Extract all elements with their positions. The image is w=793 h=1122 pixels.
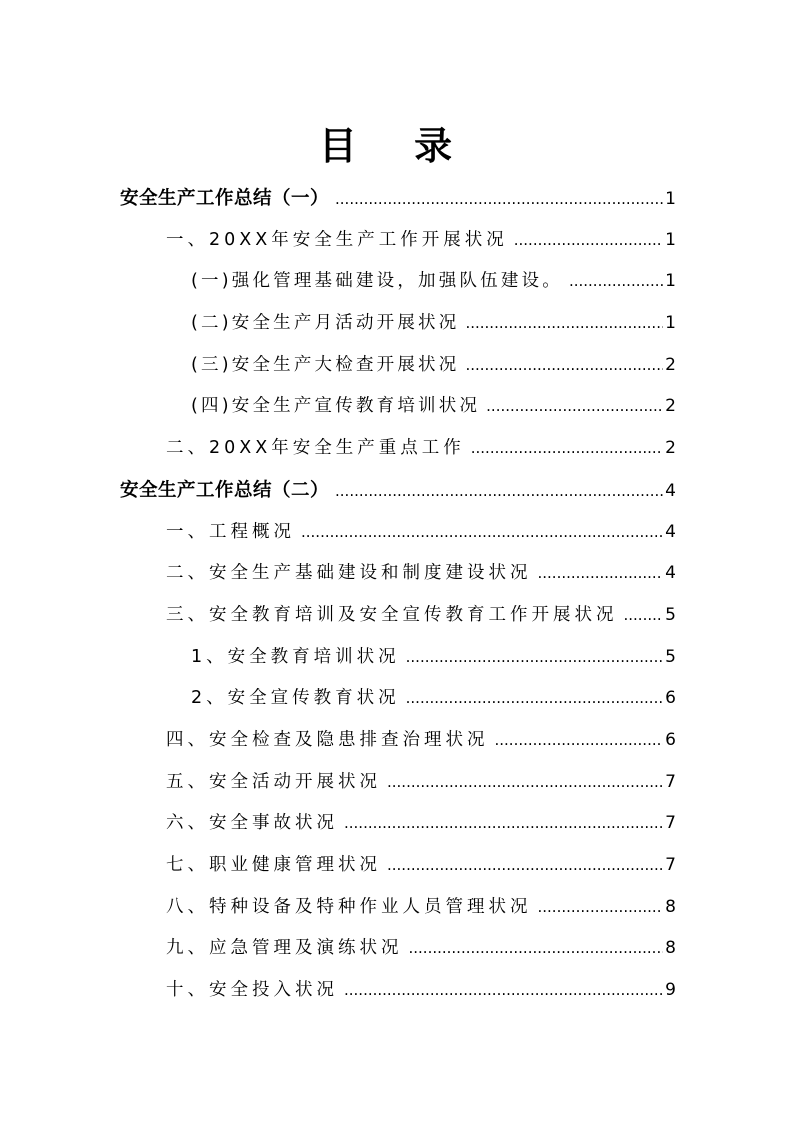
toc-entry[interactable] <box>120 470 676 512</box>
toc-entry-label: 八、特种设备及特种作业人员管理状况 <box>166 896 532 917</box>
toc-entry[interactable] <box>120 803 676 845</box>
toc-entry-label: (三)安全生产大检查开展状况 <box>191 354 460 375</box>
toc-entry-label: 四、安全检查及隐患排查治理状况 <box>166 729 489 750</box>
toc-page-number: 5 <box>665 646 676 667</box>
toc-page-number: 1 <box>665 271 676 292</box>
toc-entry-label: (一)强化管理基础建设，加强队伍建设。 <box>191 271 563 292</box>
toc-leader <box>406 637 664 679</box>
toc-page-number: 7 <box>665 855 676 875</box>
toc-entry[interactable] <box>120 970 676 1012</box>
toc-leader <box>624 595 664 637</box>
toc-page-number: 6 <box>665 729 676 750</box>
toc-leader <box>538 553 664 595</box>
toc-leader <box>471 428 663 470</box>
toc-entry-label: 安全生产工作总结（一） <box>120 188 330 209</box>
toc-leader <box>301 512 663 554</box>
toc-leader <box>538 887 664 929</box>
toc-leader <box>514 220 663 262</box>
toc-entry-label: 2、安全宣传教育状况 <box>191 688 400 709</box>
toc-entry[interactable] <box>120 595 676 637</box>
toc-entry[interactable] <box>120 720 676 762</box>
toc-entry-label: 五、安全活动开展状况 <box>166 771 381 792</box>
toc-leader <box>495 720 664 762</box>
toc-leader <box>387 845 663 887</box>
toc-entry-label: 十、安全投入状况 <box>166 980 338 1001</box>
toc-entry[interactable] <box>120 553 676 595</box>
toc-page-number: 6 <box>665 688 676 709</box>
toc-leader <box>387 762 663 804</box>
toc-entry-label: 二、20XX年安全生产重点工作 <box>166 438 465 459</box>
toc-leader <box>335 179 663 221</box>
toc-entry[interactable] <box>120 386 676 428</box>
toc-entry-label: 一、20XX年安全生产工作开展状况 <box>166 229 508 250</box>
toc-page-number: 8 <box>665 938 676 959</box>
page-title: 目 录 <box>318 123 475 168</box>
toc-entry[interactable] <box>120 428 676 470</box>
toc-entry-label: 九、应急管理及演练状况 <box>166 938 403 959</box>
toc-page-number: 1 <box>665 229 676 250</box>
toc-page-number: 2 <box>665 354 676 375</box>
toc-page-number: 4 <box>665 563 676 584</box>
toc-entry[interactable] <box>120 845 676 887</box>
toc-leader <box>486 386 663 428</box>
toc-page-number: 1 <box>665 189 676 209</box>
toc-entry[interactable] <box>120 303 676 345</box>
toc-entry[interactable] <box>120 887 676 929</box>
table-of-contents <box>120 178 676 1012</box>
toc-page-number: 1 <box>665 313 676 334</box>
toc-page-number: 7 <box>665 813 676 834</box>
toc-entry-label: 三、安全教育培训及安全宣传教育工作开展状况 <box>166 604 618 625</box>
toc-entry-label: (二)安全生产月活动开展状况 <box>191 313 460 334</box>
toc-entry-label: 一、工程概况 <box>166 521 295 542</box>
toc-leader <box>335 471 663 513</box>
toc-leader <box>569 261 663 303</box>
toc-entry[interactable] <box>120 928 676 970</box>
toc-entry-label: (四)安全生产宣传教育培训状况 <box>191 396 481 417</box>
toc-page-number: 9 <box>665 980 676 1001</box>
toc-page-number: 4 <box>665 480 676 501</box>
toc-entry-label: 安全生产工作总结（二） <box>120 479 330 501</box>
toc-page-number: 2 <box>665 396 676 417</box>
toc-entry[interactable] <box>120 512 676 554</box>
toc-leader <box>344 803 663 845</box>
toc-entry-label: 七、职业健康管理状况 <box>166 855 381 875</box>
toc-entry[interactable] <box>120 637 676 679</box>
toc-leader <box>344 970 663 1012</box>
toc-entry-label: 六、安全事故状况 <box>166 813 338 834</box>
toc-entry[interactable] <box>120 178 676 220</box>
toc-page-number: 4 <box>665 521 676 542</box>
toc-entry[interactable] <box>120 261 676 303</box>
toc-page-number: 7 <box>665 771 676 792</box>
toc-entry[interactable] <box>120 220 676 262</box>
toc-page-number: 8 <box>665 896 676 917</box>
toc-entry[interactable] <box>120 345 676 387</box>
toc-entry[interactable] <box>120 678 676 720</box>
toc-leader <box>406 678 664 720</box>
toc-leader <box>465 345 663 387</box>
toc-page-number: 2 <box>665 438 676 459</box>
toc-leader <box>409 928 664 970</box>
toc-entry-label: 二、安全生产基础建设和制度建设状况 <box>166 563 532 584</box>
toc-page-number: 5 <box>665 604 676 625</box>
toc-leader <box>465 303 663 345</box>
toc-entry[interactable] <box>120 762 676 804</box>
toc-entry-label: 1、安全教育培训状况 <box>191 646 400 667</box>
